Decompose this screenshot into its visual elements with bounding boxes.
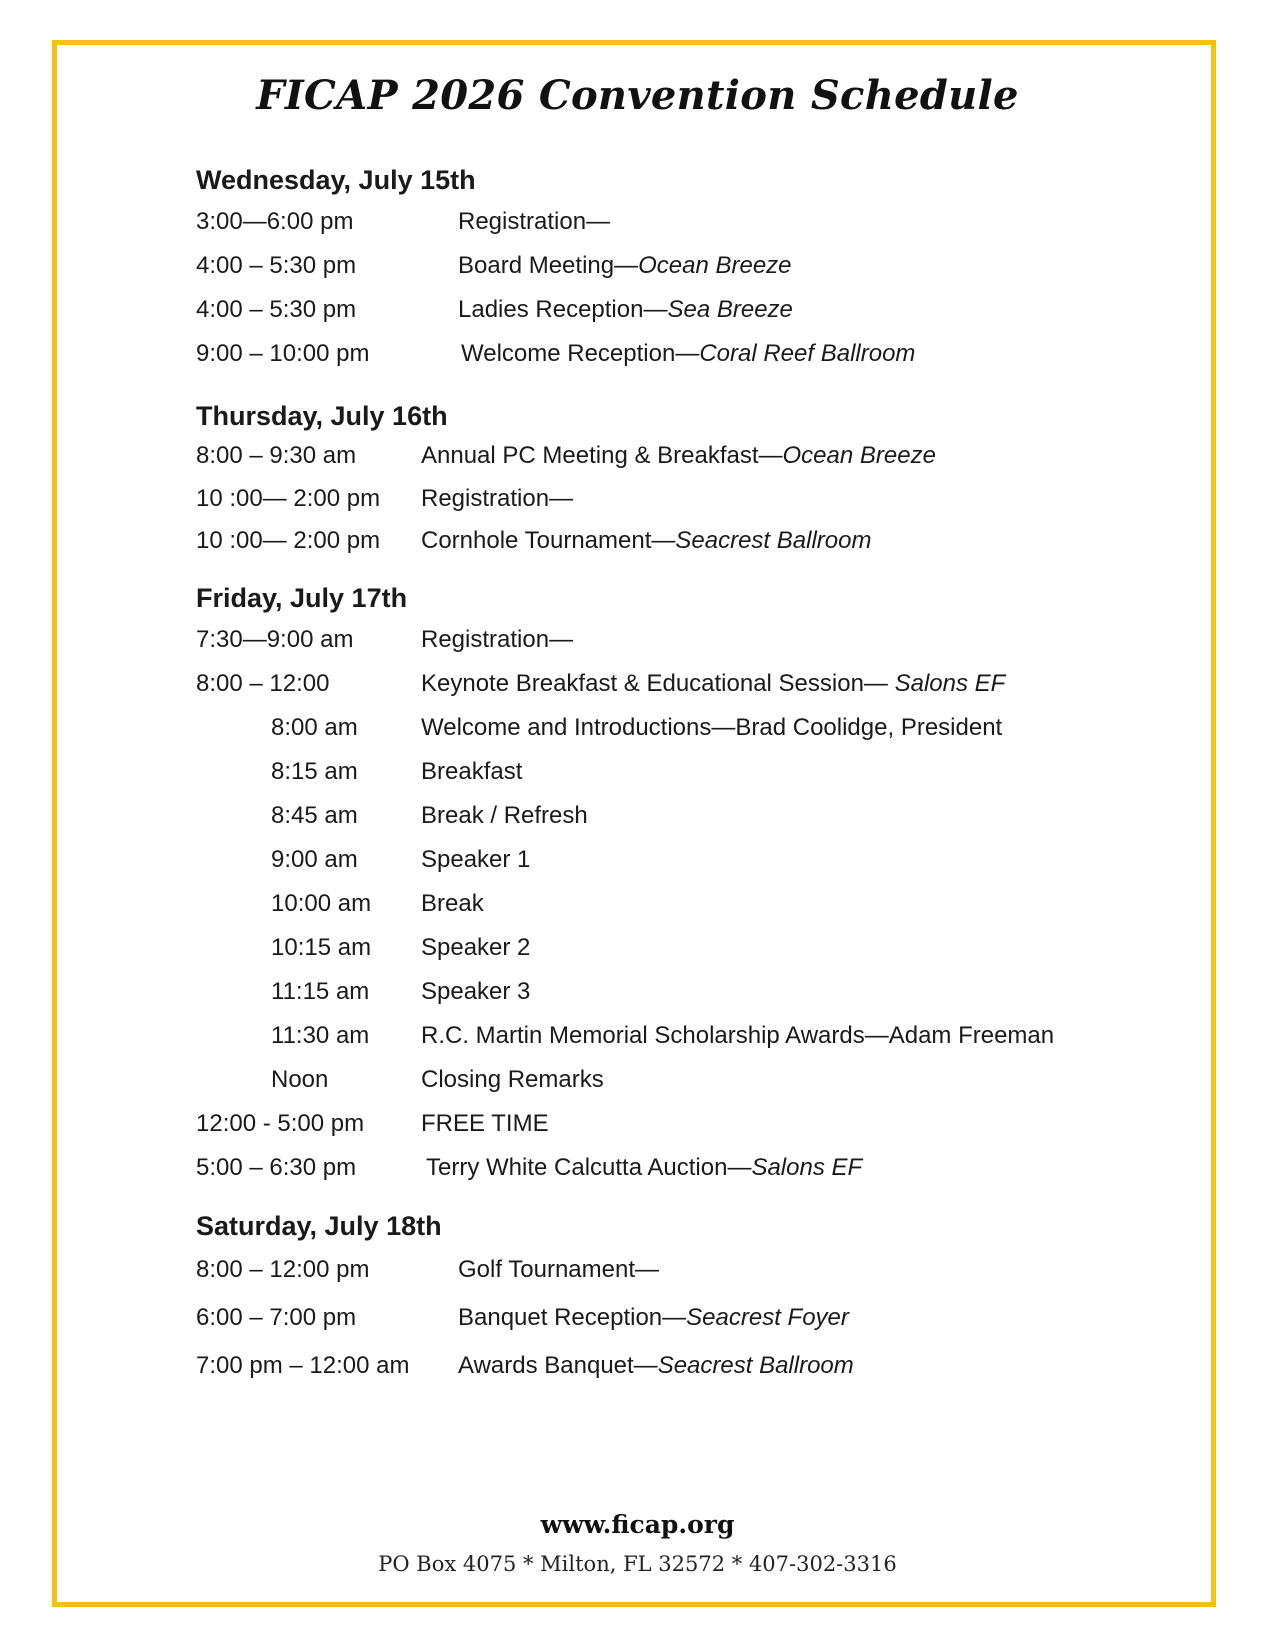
schedule-row xyxy=(196,1342,1156,1390)
event-location: Salons EF xyxy=(751,1154,863,1181)
session-time: Noon xyxy=(271,1066,329,1093)
session-title: Closing Remarks xyxy=(421,1066,604,1093)
event-time: 10 :00— 2:00 pm xyxy=(196,527,381,554)
session-row xyxy=(196,794,1156,838)
session-row xyxy=(196,970,1156,1014)
session-time: 8:45 am xyxy=(271,802,358,829)
event-time: 12:00 - 5:00 pm xyxy=(196,1110,365,1137)
session-title: Speaker 3 xyxy=(421,978,531,1005)
event-time: 4:00 – 5:30 pm xyxy=(196,296,357,323)
event-time: 10 :00— 2:00 pm xyxy=(196,485,381,512)
schedule-row xyxy=(196,1246,1156,1294)
session-row xyxy=(196,838,1156,882)
event-title xyxy=(458,1304,849,1332)
session-title: Break / Refresh xyxy=(421,802,588,829)
session-time: 8:00 am xyxy=(271,714,358,741)
event-time: 3:00—6:00 pm xyxy=(196,208,354,235)
event-title: Registration— xyxy=(421,626,574,653)
website-link[interactable]: www.ficap.org xyxy=(540,1510,735,1539)
session-row xyxy=(196,882,1156,926)
event-title xyxy=(421,670,1005,698)
schedule-row xyxy=(196,1102,1156,1146)
event-time: 9:00 – 10:00 pm xyxy=(196,340,370,367)
event-time: 6:00 – 7:00 pm xyxy=(196,1304,357,1331)
session-time: 11:15 am xyxy=(271,978,370,1005)
day-heading-wednesday: Wednesday, July 15th xyxy=(196,165,476,195)
schedule-row xyxy=(196,476,1156,522)
schedule-row xyxy=(196,436,1156,476)
session-time: 11:30 am xyxy=(271,1022,370,1049)
session-row xyxy=(196,1058,1156,1102)
session-row xyxy=(196,926,1156,970)
day-section-wednesday xyxy=(196,160,1156,376)
event-location: Seacrest Foyer xyxy=(686,1304,849,1331)
event-name: Annual PC Meeting & Breakfast— xyxy=(421,442,783,469)
event-location: Seacrest Ballroom xyxy=(675,527,872,554)
event-title xyxy=(421,527,871,555)
event-time: 8:00 – 9:30 am xyxy=(196,442,357,469)
event-name: Board Meeting— xyxy=(458,252,639,279)
event-time: 7:30—9:00 am xyxy=(196,626,354,653)
schedule-row xyxy=(196,288,1156,332)
event-name: Terry White Calcutta Auction— xyxy=(426,1154,752,1181)
day-section-saturday xyxy=(196,1206,1156,1390)
session-title: R.C. Martin Memorial Scholarship Awards—Adam Freeman xyxy=(421,1022,1055,1049)
event-location: Coral Reef Ballroom xyxy=(699,340,916,367)
page-title: FICAP 2026 Convention Schedule xyxy=(256,72,1019,119)
schedule-row xyxy=(196,1294,1156,1342)
schedule-row xyxy=(196,618,1156,662)
event-title xyxy=(458,1352,854,1380)
event-location: Ocean Breeze xyxy=(782,442,936,469)
event-time: 4:00 – 5:30 pm xyxy=(196,252,357,279)
event-name: Welcome Reception— xyxy=(461,340,700,367)
day-heading-saturday: Saturday, July 18th xyxy=(196,1211,442,1241)
event-time: 7:00 pm – 12:00 am xyxy=(196,1352,410,1379)
event-title xyxy=(421,1154,862,1182)
day-section-friday xyxy=(196,578,1156,1190)
day-heading-friday: Friday, July 17th xyxy=(196,583,408,613)
event-time: 5:00 – 6:30 pm xyxy=(196,1154,357,1181)
schedule xyxy=(196,160,1156,1390)
event-location: Seacrest Ballroom xyxy=(657,1352,854,1379)
day-heading-thursday: Thursday, July 16th xyxy=(196,401,448,431)
session-title: Breakfast xyxy=(421,758,523,785)
contact-address: PO Box 4075 * Milton, FL 32572 * 407-302-3316 xyxy=(378,1552,897,1576)
event-title: FREE TIME xyxy=(421,1110,549,1137)
event-title xyxy=(458,296,793,324)
event-name: Cornhole Tournament— xyxy=(421,527,676,554)
session-row xyxy=(196,750,1156,794)
event-title xyxy=(458,252,792,280)
event-title: Golf Tournament— xyxy=(458,1256,659,1283)
session-time: 10:15 am xyxy=(271,934,372,961)
event-title xyxy=(421,442,936,470)
event-title xyxy=(458,340,915,368)
session-time: 8:15 am xyxy=(271,758,358,785)
event-time: 8:00 – 12:00 pm xyxy=(196,1256,370,1283)
event-time: 8:00 – 12:00 xyxy=(196,670,330,697)
event-title: Registration— xyxy=(421,485,574,512)
day-section-thursday xyxy=(196,396,1156,560)
session-title: Break xyxy=(421,890,484,917)
event-title: Registration— xyxy=(458,208,611,235)
schedule-row xyxy=(196,522,1156,560)
event-location: Ocean Breeze xyxy=(638,252,792,279)
session-title: Welcome and Introductions—Brad Coolidge, President xyxy=(421,714,1003,741)
session-title: Speaker 2 xyxy=(421,934,531,961)
schedule-row xyxy=(196,662,1156,706)
schedule-row xyxy=(196,1146,1156,1190)
session-row xyxy=(196,706,1156,750)
session-time: 9:00 am xyxy=(271,846,358,873)
event-name: Keynote Breakfast & Educational Session— xyxy=(421,670,895,697)
event-name: Awards Banquet— xyxy=(458,1352,658,1379)
event-name: Ladies Reception— xyxy=(458,296,668,323)
schedule-row xyxy=(196,200,1156,244)
schedule-row xyxy=(196,244,1156,288)
schedule-row xyxy=(196,332,1156,376)
session-title: Speaker 1 xyxy=(421,846,531,873)
session-row xyxy=(196,1014,1156,1058)
event-location: Sea Breeze xyxy=(667,296,793,323)
event-location: Salons EF xyxy=(894,670,1006,697)
event-name: Banquet Reception— xyxy=(458,1304,687,1331)
session-time: 10:00 am xyxy=(271,890,372,917)
